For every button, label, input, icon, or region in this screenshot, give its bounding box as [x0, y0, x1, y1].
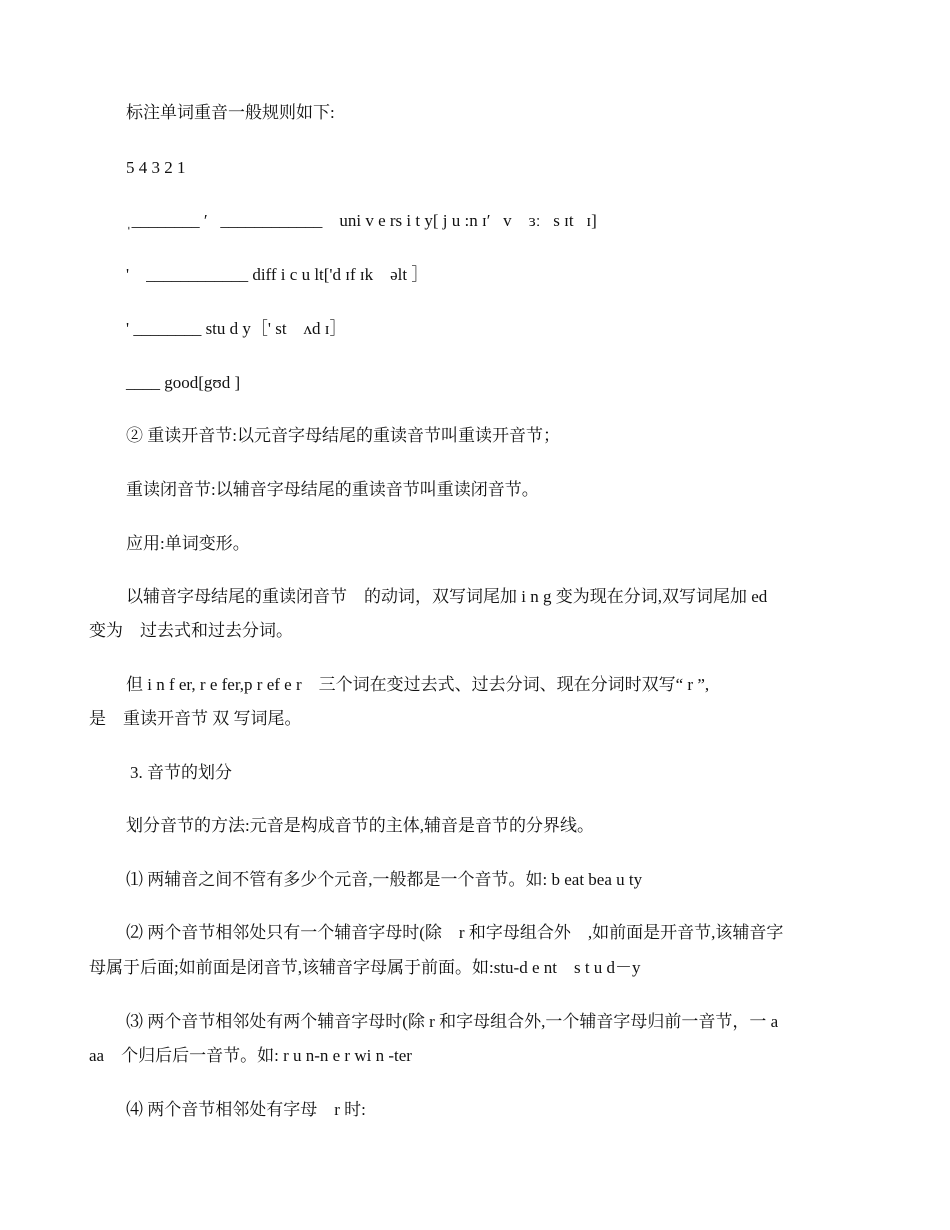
section-heading-syllable-division: 3. 音节的划分 — [130, 763, 232, 782]
text-line-stressed-open-syllable: ② 重读开音节:以元音字母结尾的重读音节叫重读开音节； — [126, 426, 560, 445]
text-line-good: ____ good[gʊd ] — [126, 373, 241, 392]
text-line-infer-refer-2: 是 重读开音节 双 写词尾。 — [89, 709, 302, 728]
text-line-doubling-rule-2: 变为 过去式和过去分词。 — [89, 621, 293, 640]
text-line-rule-3a: ⑶ 两个音节相邻处有两个辅音字母时(除 r 和字母组合外,一个辅音字母归前一音节，一 a — [126, 1012, 779, 1031]
text-line-rule-1: ⑴ 两辅音之间不管有多少个元音,一般都是一个音节。如: b eat bea u ty — [126, 870, 643, 889]
text-line-application: 应用:单词变形。 — [126, 534, 250, 553]
text-line-university: ˌ________ ′ ____________ uni v e rs i t y[ j u :n ɪ′ v ɜː s ɪt ɪ] — [126, 211, 597, 230]
text-line-study: ' ________ stu d y［' st ʌd ɪ］ — [126, 319, 347, 338]
text-line-rule-2b: 母属于后面;如前面是闭音节,该辅音字母属于前面。如:stu-d e nt s t u d－y — [89, 958, 641, 977]
text-line-division-method: 划分音节的方法:元音是构成音节的主体,辅音是音节的分界线。 — [126, 816, 594, 835]
text-line-doubling-rule-1: 以辅音字母结尾的重读闭音节 的动词，双写词尾加 i n g 变为现在分词,双写词尾加 ed — [126, 587, 768, 606]
text-line-infer-refer-1: 但 i n f er, r e fer,p r ef e r 三个词在变过去式、过去分词、现在分词时双写“ r ”, — [126, 675, 710, 694]
text-line-stress-rules-heading: 标注单词重音一般规则如下: — [126, 103, 335, 122]
text-line-rule-4: ⑷ 两个音节相邻处有字母 r 时: — [126, 1100, 366, 1119]
text-line-rule-2a: ⑵ 两个音节相邻处只有一个辅音字母时(除 r 和字母组合外 ,如前面是开音节,该辅音字 — [126, 923, 784, 942]
text-line-difficult: ' ____________ diff i c u lt['d ɪf ɪk əlt ］ — [126, 265, 429, 284]
text-line-stressed-closed-syllable: 重读闭音节:以辅音字母结尾的重读音节叫重读闭音节。 — [126, 480, 539, 499]
text-line-rule-3b: aa 个归后后一音节。如: r u n-n e r wi n -ter — [89, 1046, 412, 1065]
text-line-stress-numbers: 5 4 3 2 1 — [126, 158, 186, 177]
